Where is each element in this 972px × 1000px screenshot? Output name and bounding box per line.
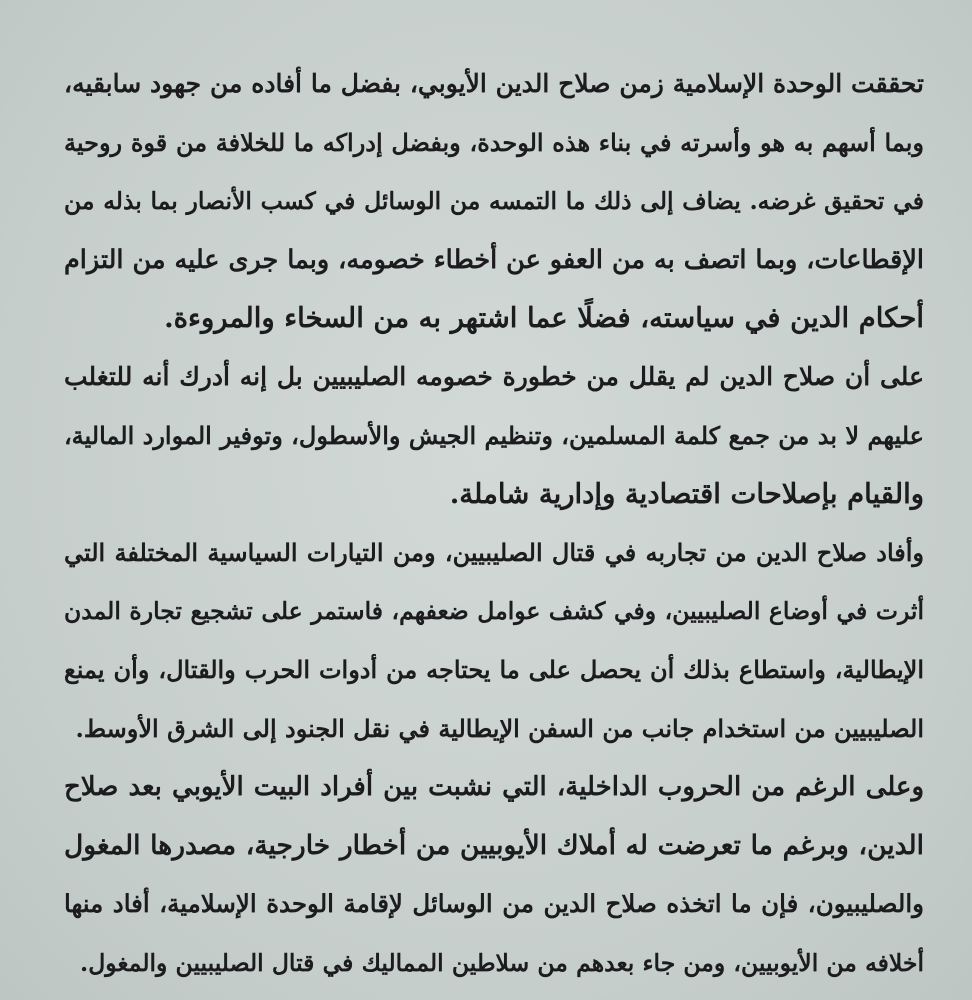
text-line: في تحقيق غرضه. يضاف إلى ذلك ما التمسه من الوسائل في كسب الأنصار بما بذله من — [64, 187, 924, 216]
text-line: على أن صلاح الدين لم يقلل من خطورة خصومه الصليبيين بل إنه أدرك أنه للتغلب — [64, 361, 924, 391]
text-line: أخلافه من الأيوبيين، ومن جاء بعدهم من سلاطين المماليك في قتال الصليبيين والمغول. — [80, 948, 924, 977]
text-line: والصليبيون، فإن ما اتخذه صلاح الدين من الوسائل لإقامة الوحدة الإسلامية، أفاد منها — [64, 889, 924, 919]
text-line: الإيطالية، واستطاع بذلك أن يحصل على ما يحتاجه من أدوات الحرب والقتال، وأن يمنع — [64, 654, 924, 684]
text-line: عليهم لا بد من جمع كلمة المسلمين، وتنظيم الجيش والأسطول، وتوفير الموارد المالية، — [63, 420, 924, 450]
text-line: والقيام بإصلاحات اقتصادية وإدارية شاملة. — [449, 478, 924, 511]
body-text — [64, 55, 924, 993]
text-line: الصليبيين من استخدام جانب من السفن الإيطالية في نقل الجنود إلى الشرق الأوسط. — [75, 713, 924, 743]
text-line: أحكام الدين في سياسته، فضلًا عما اشتهر به من السخاء والمروءة. — [164, 302, 924, 335]
text-line: أثرت في أوضاع الصليبيين، وفي كشف عوامل ضعفهم، فاستمر على تشجيع تجارة المدن — [64, 597, 924, 626]
text-line: وأفاد صلاح الدين من تجاربه في قتال الصليبيين، ومن التيارات السياسية المختلفة التي — [64, 537, 924, 567]
text-line: الإقطاعات، وبما اتصف به من العفو عن أخطاء خصومه، وبما جرى عليه من التزام — [64, 244, 924, 275]
text-line: تحققت الوحدة الإسلامية زمن صلاح الدين الأيوبي، بفضل ما أفاده من جهود سابقيه، — [64, 69, 924, 98]
text-line: وبما أسهم به هو وأسرته في بناء هذه الوحدة، وبفضل إدراكه ما للخلافة من قوة روحية — [64, 127, 924, 157]
text-line: الدين، وبرغم ما تعرضت له أملاك الأيوبيين من أخطار خارجية، مصدرها المغول — [64, 829, 924, 861]
text-line: وعلى الرغم من الحروب الداخلية، التي نشبت بين أفراد البيت الأيوبي بعد صلاح — [64, 772, 924, 803]
